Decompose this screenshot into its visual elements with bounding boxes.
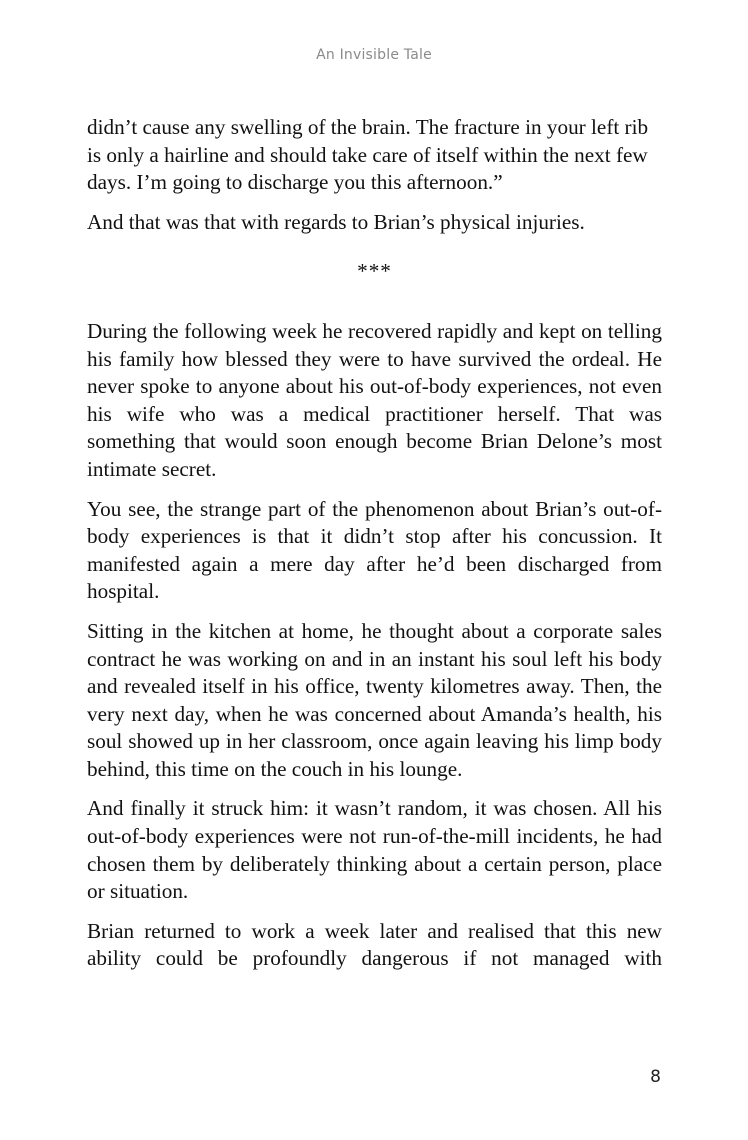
paragraph: You see, the strange part of the phenomenon about Brian’s out-of-body experiences is that it didn’t stop after his concussion. It manifested again a mere day after he’d been discharged from hospital. xyxy=(87,496,662,604)
paragraph: Brian returned to work a week later and realised that this new ability could be profoundly dangerous if not managed with xyxy=(87,918,662,971)
paragraph: Sitting in the kitchen at home, he thought about a corporate sales contract he was working on and in an instant his soul left his body and revealed itself in his office, twenty kilometres away. Then, the very next day, when he was concerned about Amanda’s health, his soul showed up in her classroom, once again leaving his limp body behind, this time on the couch in his lounge. xyxy=(87,618,662,781)
page-number: 8 xyxy=(650,1067,661,1087)
running-header: An Invisible Tale xyxy=(316,47,432,63)
paragraph: And that was that with regards to Brian’s physical injuries. xyxy=(87,209,585,234)
body-text xyxy=(87,114,662,985)
scene-break: *** xyxy=(357,259,392,284)
paragraph: And finally it struck him: it wasn’t random, it was chosen. All his out-of-body experiences were not run-of-the-mill incidents, he had chosen them by deliberately thinking about a certain person, place or situation. xyxy=(87,796,662,904)
paragraph: During the following week he recovered rapidly and kept on telling his family how blessed they were to have survived the ordeal. He never spoke to anyone about his out-of-body experiences, not even his wife who was a medical practitioner herself. That was something that would soon enough become Brian Delone’s most intimate secret. xyxy=(87,318,662,481)
paragraph: didn’t cause any swelling of the brain. The fracture in your left rib is only a hairline and should take care of itself within the next few days. I’m going to discharge you this afternoon.” xyxy=(87,115,649,195)
